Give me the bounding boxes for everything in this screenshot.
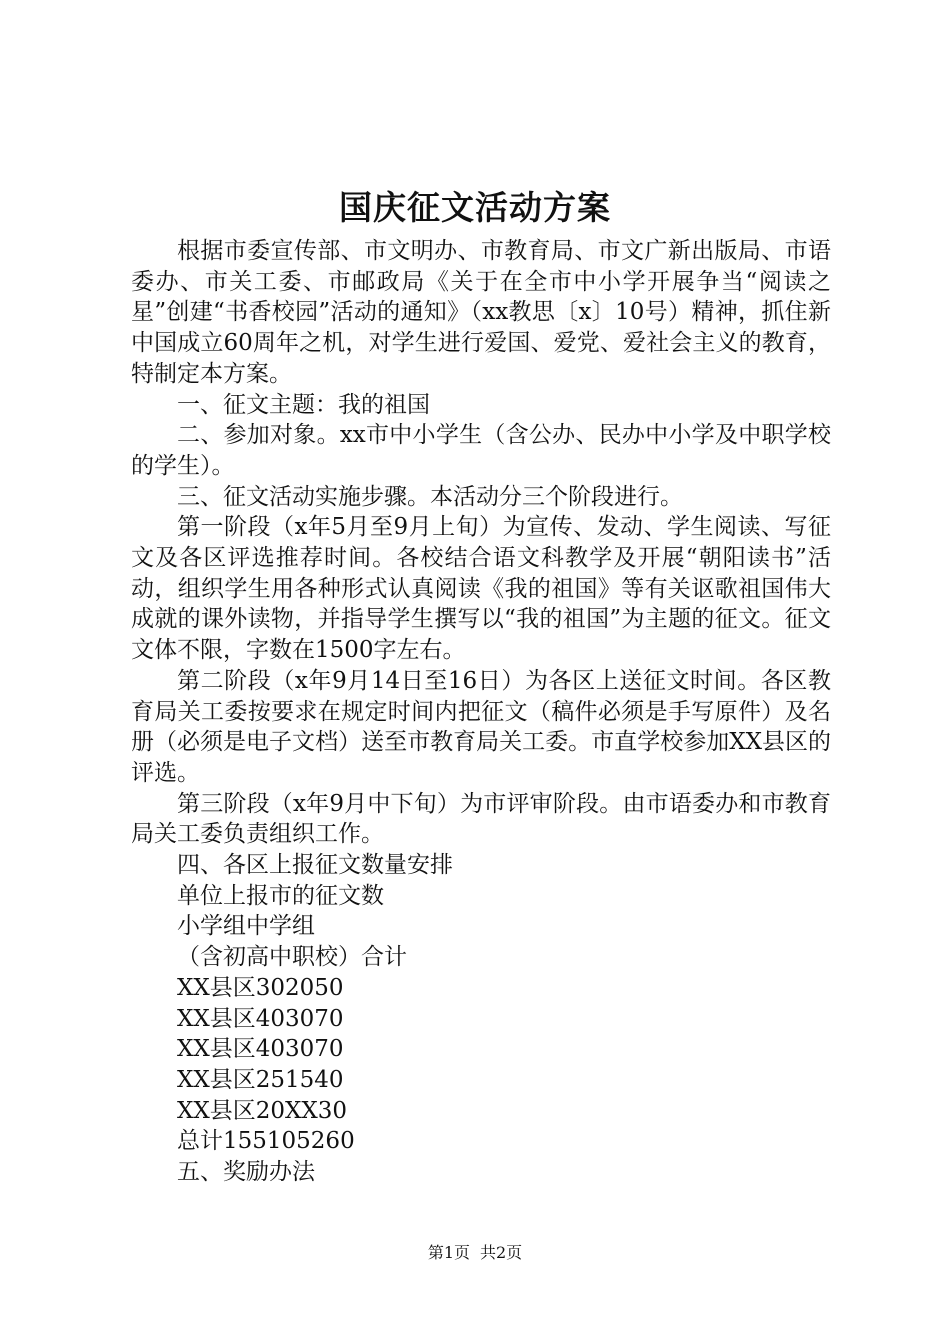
quota-row: XX县区403070 [177, 1036, 344, 1063]
quota-total-row: 总计155105260 [177, 1128, 355, 1155]
quota-row: XX县区403070 [177, 1005, 344, 1032]
document-body [131, 236, 831, 1188]
quota-row: XX县区251540 [177, 1066, 344, 1093]
quota-table-header-groups: 小学组中学组 [177, 913, 315, 940]
page-number-current: 第1页 [427, 1243, 470, 1262]
quota-table-header-total: （含初高中职校）合计 [177, 944, 407, 971]
stage-three-paragraph: 第三阶段（x年9月中下旬）为市评审阶段。由市语委办和市教育局关工委负责组织工作。 [131, 790, 831, 848]
section-theme: 一、征文主题：我的祖国 [177, 391, 430, 418]
section-quota-heading: 四、各区上报征文数量安排 [177, 852, 453, 879]
section-rewards-heading: 五、奖励办法 [177, 1159, 315, 1186]
section-participants: 二、参加对象。xx市中小学生（含公办、民办中小学及中职学校的学生）。 [131, 422, 831, 479]
quota-table-header-unit: 单位上报市的征文数 [177, 882, 384, 909]
section-steps: 三、征文活动实施步骤。本活动分三个阶段进行。 [177, 483, 683, 510]
stage-one-paragraph: 第一阶段（x年5月至9月上旬）为宣传、发动、学生阅读、写征文及各区评选推荐时间。各校结合语文科教学及开展“朝阳读书”活动，组织学生用各种形式认真阅读《我的祖国》等有关讴歌祖国伟大成就的课外读物，并指导学生撰写以“我的祖国”为主题的征文。征文文体不限，字数在1500字左右。 [131, 514, 831, 664]
intro-paragraph: 根据市委宣传部、市文明办、市教育局、市文广新出版局、市语委办、市关工委、市邮政局《关于在全市中小学开展争当“阅读之星”创建“书香校园”活动的通知》（xx教思〔x〕10号）精神，抓住新中国成立60周年之机，对学生进行爱国、爱党、爱社会主义的教育，特制定本方案。 [131, 238, 831, 387]
page-footer [0, 1242, 950, 1264]
stage-two-paragraph: 第二阶段（x年9月14日至16日）为各区上送征文时间。各区教育局关工委按要求在规定时间内把征文（稿件必须是手写原件）及名册（必须是电子文档）送至市教育局关工委。市直学校参加XX县区的评选。 [131, 667, 831, 786]
page-number-total: 共2页 [480, 1243, 523, 1262]
quota-row: XX县区20XX30 [177, 1097, 348, 1124]
quota-row: XX县区302050 [177, 974, 344, 1001]
document-title: 国庆征文活动方案 [339, 188, 611, 227]
